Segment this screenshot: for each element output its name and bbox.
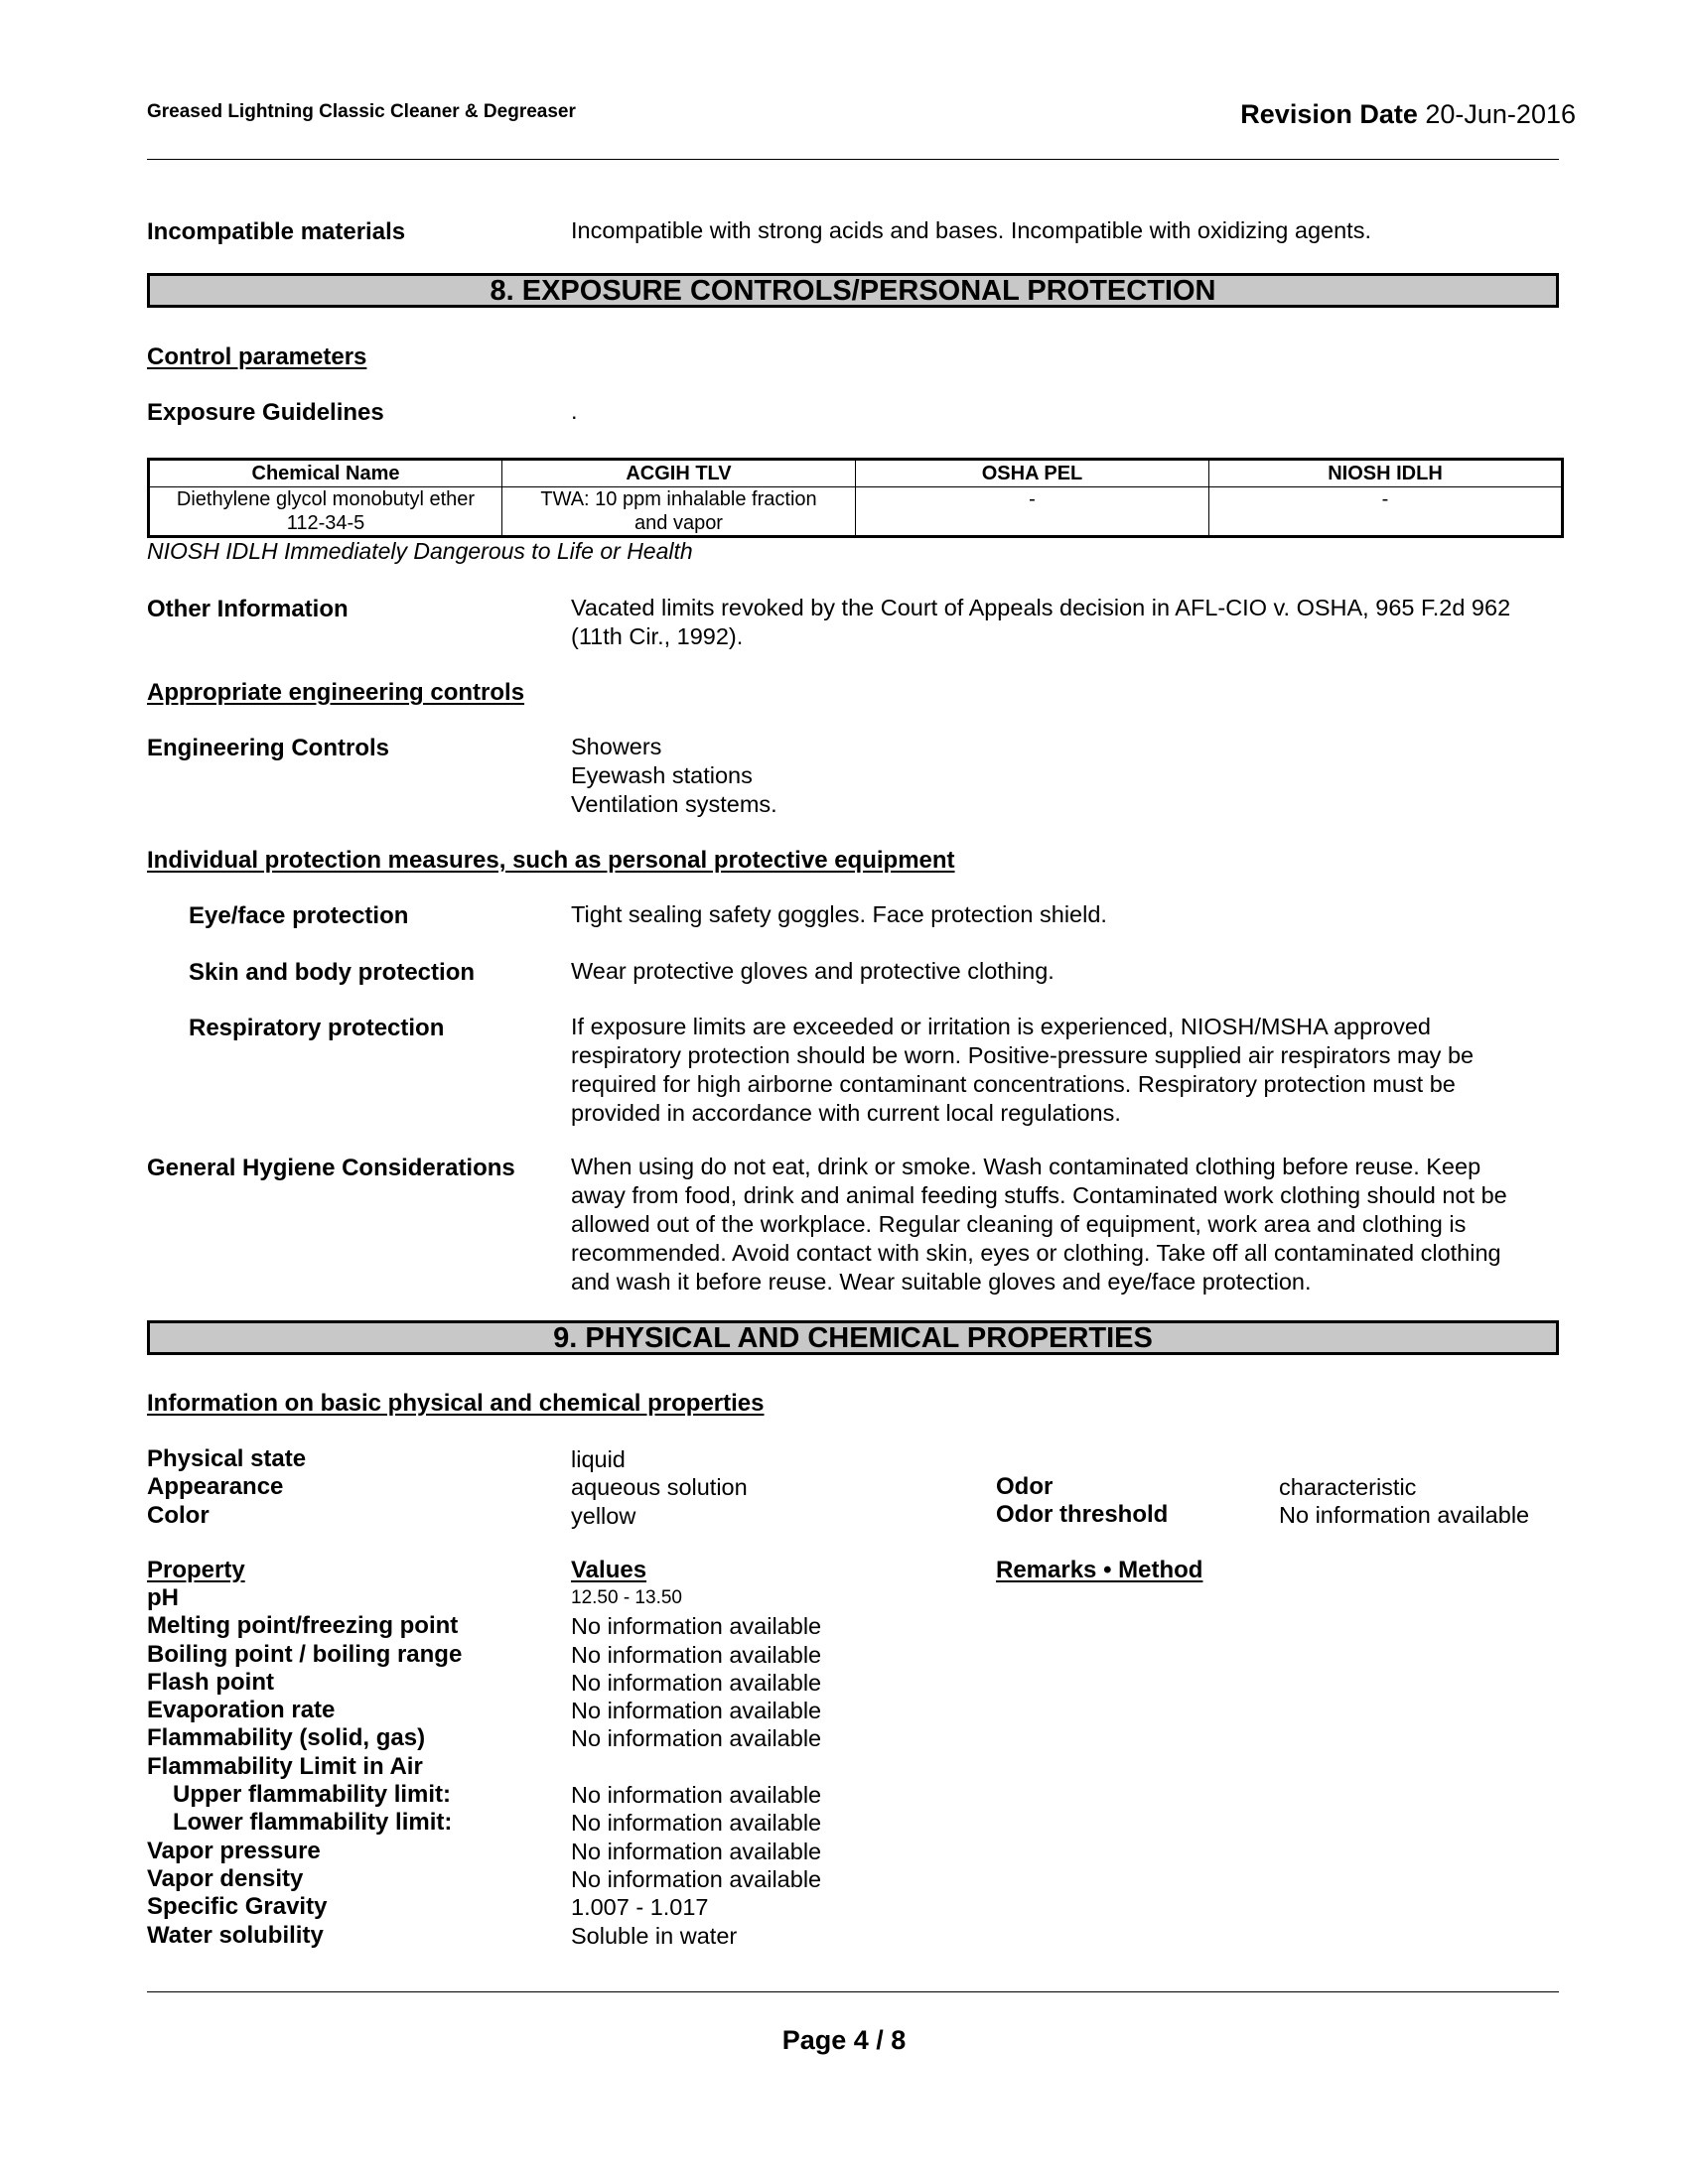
property-value [571,1753,821,1781]
list-item: Ventilation systems. [571,791,777,817]
basic-labels [147,1445,306,1530]
odor-threshold-value: No information available [1279,1502,1530,1529]
engineering-list [571,733,777,819]
property-value: No information available [571,1725,822,1752]
basic-values [571,1445,748,1530]
physical-state-label: Physical state [147,1445,307,1472]
resp-line: provided in accordance with current local regulations. [571,1100,1121,1126]
table-row [149,487,1563,537]
hygiene-value [571,1153,1564,1297]
other-info-line-1: Vacated limits revoked by the Court of Appeals decision in AFL-CIO v. OSHA, 965 F.2d 962 [571,595,1511,620]
property-value: No information available [571,1838,822,1864]
property-name: Water solubility [147,1921,324,1949]
osha-cell: - [856,487,1209,537]
col-property: Property [147,1557,245,1583]
property-value: 1.007 - 1.017 [571,1894,709,1921]
resp-value [571,1013,1564,1128]
property-value: No information available [571,1641,822,1668]
revision-label: Revision Date [1240,99,1418,129]
property-name: Specific Gravity [147,1893,328,1921]
hygiene-line: away from food, drink and animal feeding stuffs. Contaminated work clothing should not be [571,1182,1507,1208]
col-osha-pel: OSHA PEL [856,460,1209,487]
chemical-cell [149,487,502,537]
property-value: No information available [571,1613,822,1640]
property-value: No information available [571,1810,822,1837]
col-acgih-tlv: ACGIH TLV [502,460,856,487]
color-label: Color [147,1501,210,1529]
property-name: Vapor density [147,1864,304,1892]
property-value: No information available [571,1669,822,1696]
footer-rule [147,1991,1559,1992]
resp-label: Respiratory protection [189,1015,445,1041]
odor-label: Odor [996,1473,1054,1500]
acgih-cell [502,487,856,537]
acgih-line1: TWA: 10 ppm inhalable fraction [540,488,817,510]
skin-label: Skin and body protection [189,959,476,986]
col-niosh-idlh: NIOSH IDLH [1209,460,1563,487]
acgih-line2: and vapor [634,512,723,534]
odor-threshold-label: Odor threshold [996,1501,1169,1529]
product-name: Greased Lightning Classic Cleaner & Degreaser [147,101,576,122]
physical-state-value: liquid [571,1446,626,1472]
engineering-heading: Appropriate engineering controls [147,679,525,706]
col-remarks-method: Remarks • Method [996,1557,1203,1583]
cas-number: 112-34-5 [286,512,365,534]
table-note: NIOSH IDLH Immediately Dangerous to Life or Health [147,538,693,564]
section-8-title: 8. EXPOSURE CONTROLS/PERSONAL PROTECTION [147,273,1559,308]
property-value: Soluble in water [571,1922,738,1949]
section-9-title: 9. PHYSICAL AND CHEMICAL PROPERTIES [147,1320,1559,1355]
hygiene-line: allowed out of the workplace. Regular cleaning of equipment, work area and clothing is [571,1211,1467,1237]
property-value: 12.50 - 13.50 [571,1587,682,1608]
hygiene-label: General Hygiene Considerations [147,1155,515,1181]
eye-value: Tight sealing safety goggles. Face protection shield. [571,901,1107,927]
resp-line: required for high airborne contaminant concentrations. Respiratory protection must be [571,1071,1456,1097]
incompatible-label: Incompatible materials [147,218,406,245]
exposure-guidelines-value: . [571,398,578,424]
hygiene-line: When using do not eat, drink or smoke. Wash contaminated clothing before reuse. Keep [571,1154,1481,1179]
header-rule [147,159,1559,160]
control-parameters-heading: Control parameters [147,343,367,370]
property-name: Vapor pressure [147,1837,321,1864]
property-name: Upper flammability limit: [173,1781,452,1809]
col-chemical-name: Chemical Name [149,460,502,487]
hygiene-line: and wash it before reuse. Wear suitable gloves and eye/face protection. [571,1269,1312,1295]
exposure-table [147,458,1564,538]
revision-date [1240,99,1576,130]
other-info-label: Other Information [147,596,349,622]
property-name: pH [147,1584,179,1611]
resp-line: If exposure limits are exceeded or irritation is experienced, NIOSH/MSHA approved [571,1014,1431,1039]
list-item: Showers [571,734,662,759]
skin-value: Wear protective gloves and protective clothing. [571,958,1055,984]
niosh-cell: - [1209,487,1563,537]
appearance-value: aqueous solution [571,1474,748,1501]
chemical-name: Diethylene glycol monobutyl ether [176,488,476,510]
odor-value: characteristic [1279,1474,1417,1500]
other-info-value [571,594,1564,651]
property-value: No information available [571,1782,822,1809]
property-value: No information available [571,1698,822,1724]
appearance-label: Appearance [147,1473,284,1501]
property-name: Evaporation rate [147,1697,336,1724]
col-values: Values [571,1557,647,1583]
property-names [147,1584,462,1950]
page-number: Page 4 / 8 [781,2025,907,2055]
property-values [571,1584,821,1950]
incompatible-value: Incompatible with strong acids and bases. Incompatible with oxidizing agents. [571,217,1371,243]
property-name: Flash point [147,1668,274,1696]
odor-values [1279,1473,1529,1530]
revision-date-value: 20-Jun-2016 [1425,99,1576,129]
list-item: Eyewash stations [571,762,753,788]
property-name: Flammability Limit in Air [147,1752,423,1780]
ppe-heading: Individual protection measures, such as personal protective equipment [147,847,955,874]
property-name: Boiling point / boiling range [147,1640,463,1668]
exposure-guidelines-label: Exposure Guidelines [147,399,384,426]
property-name: Melting point/freezing point [147,1612,459,1640]
property-name: Flammability (solid, gas) [147,1724,426,1752]
other-info-line-2: (11th Cir., 1992). [571,623,744,649]
eye-label: Eye/face protection [189,902,409,929]
exposure-table-header [149,460,1563,487]
engineering-label: Engineering Controls [147,735,390,761]
property-name: Lower flammability limit: [173,1809,453,1837]
physical-info-heading: Information on basic physical and chemical properties [147,1390,765,1417]
resp-line: respiratory protection should be worn. Positive-pressure supplied air respirators may be [571,1042,1475,1068]
odor-labels [996,1473,1168,1530]
color-value: yellow [571,1502,636,1529]
property-value: No information available [571,1865,822,1892]
hygiene-line: recommended. Avoid contact with skin, eyes or clothing. Take off all contaminated clothing [571,1240,1501,1266]
